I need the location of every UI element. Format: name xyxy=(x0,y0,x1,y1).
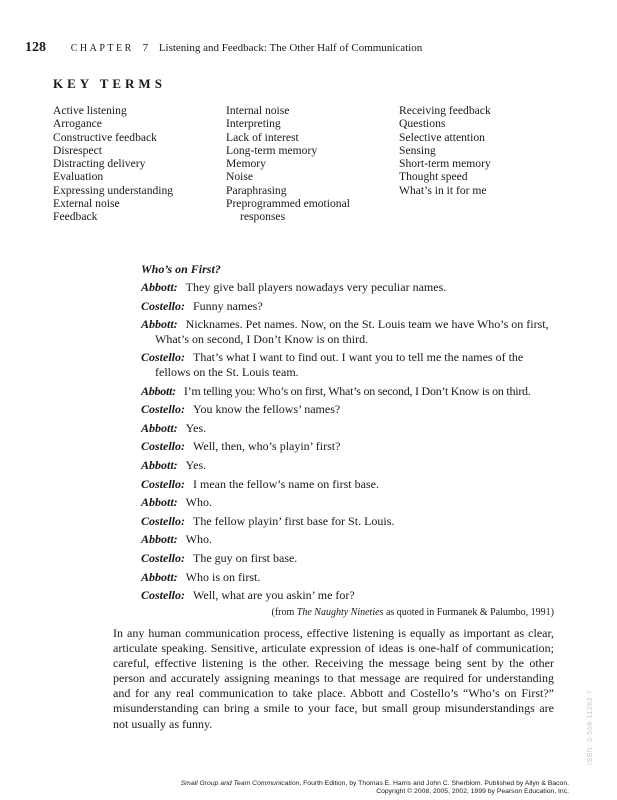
key-term: Evaluation xyxy=(53,170,104,184)
speaker: Costello: xyxy=(141,513,185,528)
key-term: Memory xyxy=(226,157,266,171)
line-text: Who. xyxy=(185,532,212,547)
dialogue-line xyxy=(141,477,554,492)
dialogue-line xyxy=(141,402,554,417)
key-term: Noise xyxy=(226,170,254,184)
page-number: 128 xyxy=(25,40,46,55)
dialogue-line xyxy=(141,384,554,399)
key-term: Selective attention xyxy=(399,130,485,144)
chapter-number: 7 xyxy=(142,42,149,54)
speaker: Costello: xyxy=(141,588,185,603)
line-text: I mean the fellow’s name on first base. xyxy=(193,476,379,491)
citation-work: The Naughty Nineties xyxy=(296,606,384,618)
key-terms-column-3 xyxy=(399,104,491,197)
key-term: Internal noise xyxy=(226,104,290,117)
dialogue-line xyxy=(141,421,554,436)
key-term: External noise xyxy=(53,197,120,211)
footer-copyright xyxy=(181,780,569,797)
key-term: Active listening xyxy=(53,104,127,117)
line-text: Yes. xyxy=(185,420,207,435)
dialogue-line xyxy=(141,439,554,454)
line-text: Who. xyxy=(185,495,212,510)
dialogue-box xyxy=(141,262,554,619)
dialogue-line xyxy=(141,317,554,346)
speaker: Costello: xyxy=(141,298,185,313)
key-term: Paraphrasing xyxy=(226,183,287,197)
key-terms-heading: KEY TERMS xyxy=(53,76,166,91)
key-term: Long-term memory xyxy=(226,143,318,157)
key-term: Sensing xyxy=(399,143,436,157)
speaker: Abbott: xyxy=(141,495,178,510)
speaker: Abbott: xyxy=(141,280,178,294)
dialogue-line xyxy=(141,551,554,566)
line-text: You know the fellows’ names? xyxy=(193,402,341,417)
speaker: Costello: xyxy=(141,550,185,565)
dialogue-line xyxy=(141,570,554,585)
dialogue-line xyxy=(141,532,554,547)
footer-book-title: Small Group and Team Communication xyxy=(180,780,300,787)
line-text: They give ball players nowadays very peculiar names. xyxy=(185,280,447,294)
dialogue-line xyxy=(141,350,554,379)
key-term: Arrogance xyxy=(53,117,102,131)
key-term: Lack of interest xyxy=(226,130,299,144)
speaker: Costello: xyxy=(141,350,185,365)
speaker: Abbott: xyxy=(141,532,178,547)
key-term: Questions xyxy=(399,117,446,131)
key-term: Preprogrammed emotional xyxy=(226,197,350,211)
speaker: Abbott: xyxy=(141,457,178,472)
line-text: Nicknames. Pet names. Now, on the St. Louis team we have Who’s on first, What’s on second, I Don’t Know is on third. xyxy=(155,317,549,346)
line-text: Yes. xyxy=(185,457,207,472)
speaker: Costello: xyxy=(141,439,185,454)
footer-line-2: Copyright © 2008, 2005, 2002, 1999 by Pearson Education, Inc. xyxy=(376,788,569,796)
speaker: Costello: xyxy=(141,402,185,417)
dialogue-line xyxy=(141,495,554,510)
line-text: The fellow playin’ first base for St. Louis. xyxy=(193,513,395,528)
line-text: The guy on first base. xyxy=(193,550,298,565)
key-term: Expressing understanding xyxy=(53,183,174,197)
key-term: Distracting delivery xyxy=(53,157,146,171)
speaker: Abbott: xyxy=(141,420,178,435)
key-term: Receiving feedback xyxy=(399,104,491,117)
citation-prefix: (from xyxy=(271,606,297,618)
line-text: Well, then, who’s playin’ first? xyxy=(193,439,341,454)
key-term: Constructive feedback xyxy=(53,130,157,144)
dialogue-line xyxy=(141,588,554,603)
key-terms-column-1 xyxy=(53,104,173,224)
speaker: Abbott: xyxy=(141,569,178,584)
body-paragraph: In any human communication process, effective listening is equally as important as clear, articulate speaking. Sensitive, articulate expression of ideas is one-half of communication; careful, effective listening is the other. Receiving the message being sent by the other person and accurately assigning meanings to that message are required for understanding and for any real communication to take place. Abbott and Costello’s “Who’s on First?” misunderstanding can bring a smile to your face, but small group misunderstandings are not usually as funny. xyxy=(113,626,554,731)
speaker: Abbott: xyxy=(141,317,178,332)
key-term: Disrespect xyxy=(53,143,102,157)
chapter-label: CHAPTER xyxy=(70,43,134,54)
dialogue-citation xyxy=(141,607,554,619)
speaker: Abbott: xyxy=(141,383,176,398)
dialogue-line xyxy=(141,280,554,295)
key-term: Interpreting xyxy=(226,117,281,131)
line-text: I’m telling you: Who’s on first, What’s on second, I Don’t Know is on third. xyxy=(183,383,531,398)
chapter-title: Listening and Feedback: The Other Half of Communication xyxy=(158,42,423,54)
key-term: Thought speed xyxy=(399,170,468,184)
key-term: What’s in it for me xyxy=(399,183,487,197)
dialogue-title: Who’s on First? xyxy=(141,262,221,276)
dialogue-line xyxy=(141,514,554,529)
line-text: Funny names? xyxy=(193,298,263,313)
running-header xyxy=(25,40,585,56)
speaker: Costello: xyxy=(141,476,185,491)
citation-suffix: as quoted in Furmanek & Palumbo, 1991) xyxy=(383,606,554,618)
footer-publication: , Fourth Edition, by Thomas E. Harris and John C. Sherblom. Published by Allyn & Bacon. xyxy=(299,780,569,787)
key-term-continuation: responses xyxy=(240,210,286,224)
line-text: That’s what I want to find out. I want you to tell me the names of the fellows on the St. Louis team. xyxy=(155,350,524,379)
line-text: Who is on first. xyxy=(185,569,261,584)
dialogue-line xyxy=(141,299,554,314)
key-term: Feedback xyxy=(53,210,98,224)
dialogue-line xyxy=(141,458,554,473)
side-isbn: ISBN: 0-558-11283-7 xyxy=(587,689,594,765)
key-terms-column-2 xyxy=(226,104,350,224)
key-term: Short-term memory xyxy=(399,157,491,171)
line-text: Well, what are you askin’ me for? xyxy=(193,588,355,603)
